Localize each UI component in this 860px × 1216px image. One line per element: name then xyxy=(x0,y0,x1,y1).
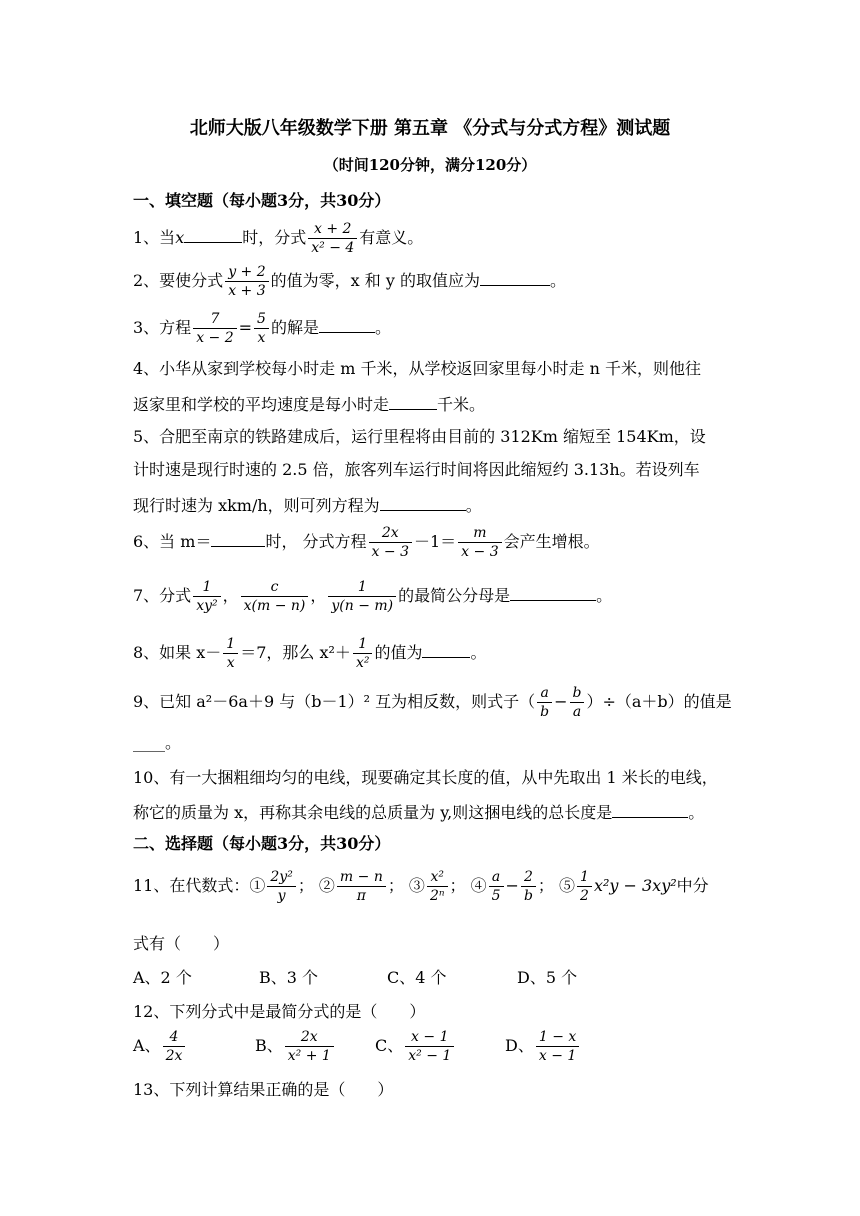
page-title: 北师大版八年级数学下册 第五章 《分式与分式方程》测试题 xyxy=(189,118,671,139)
q1-text-c: 时，分式 xyxy=(242,228,307,247)
q2-fraction: $\frac{y + 2}{x + 3}$ xyxy=(225,265,268,298)
q1-text-a: 1、当 xyxy=(133,228,176,247)
question-11 xyxy=(133,870,709,903)
q9-text-a: 9、已知 a²－6a＋9 与（b－1）² 互为相反数，则式子（ xyxy=(133,692,536,711)
q5-text-b: 。 xyxy=(465,496,482,515)
question-5-line-3 xyxy=(133,496,482,514)
q8-blank xyxy=(422,643,470,658)
q3-blank xyxy=(319,318,375,333)
q7-text-a: 7、分式 xyxy=(133,586,192,605)
question-4-line-1: 4、小华从家到学校每小时走 m 千米，从学校返回家里每小时走 n 千米，则他往 xyxy=(133,359,702,378)
q4-text-a: 返家里和学校的平均速度是每小时走 xyxy=(133,395,390,414)
question-2 xyxy=(133,265,566,298)
q9-fraction-2: $\frac{b}{a}$ xyxy=(570,686,585,719)
question-7 xyxy=(133,580,612,613)
q1-var: x xyxy=(175,228,185,247)
question-13-stem: 13、下列计算结果正确的是（ ） xyxy=(133,1080,394,1099)
question-5-line-1: 5、合肥至南京的铁路建成后，运行里程将由目前的 312Km 缩短至 154Km，设 xyxy=(133,427,706,446)
q11-sep-1: ； ② xyxy=(297,876,335,895)
q3-text-c: 。 xyxy=(374,318,391,337)
q8-text-b: ＝7，那么 x²＋ xyxy=(240,643,351,662)
q9-minus: − xyxy=(554,692,568,711)
q4-text-b: 千米。 xyxy=(437,395,486,414)
q6-text-a: 6、当 m＝ xyxy=(133,532,212,551)
q3-text-b: 的解是 xyxy=(270,318,319,337)
section-choice-heading: 二、选择题（每小题3分，共30分） xyxy=(133,834,391,853)
q12-option-c-fraction: $\frac{x - 1}{\text{x² − 1}}$ xyxy=(405,1030,454,1063)
q6-blank xyxy=(211,532,265,547)
q11-text-a: 11、在代数式：① xyxy=(133,876,266,895)
q5-text-a: 现行时速为 xkm/h，则可列方程为 xyxy=(133,496,380,515)
q5-blank xyxy=(380,496,466,511)
q6-text-b: 时， 分式方程 xyxy=(265,532,367,551)
q11-expr-4b: $\frac{2}{b}$ xyxy=(521,870,536,903)
q7-sep-1: ， xyxy=(222,586,239,605)
q3-fraction-1: $\frac{7}{x - 2}$ xyxy=(193,312,236,345)
q11-minus: − xyxy=(505,876,519,895)
q1-blank xyxy=(184,228,242,243)
q11-option-c[interactable]: C、4 个 xyxy=(387,968,447,987)
q12-option-a[interactable]: A、 $\frac{4}{2x}$ xyxy=(133,1030,187,1063)
question-1 xyxy=(133,222,423,255)
q7-sep-2: ， xyxy=(310,586,327,605)
q11-expr-2: $\frac{m - n}{\pi}$ xyxy=(337,870,386,903)
q12-option-a-fraction: $\frac{4}{2x}$ xyxy=(163,1030,186,1063)
q9-text-b: ）÷（a＋b）的值是 xyxy=(586,692,732,711)
q8-fraction-2: $\frac{1}{\text{x²}}$ xyxy=(353,637,373,670)
question-10-line-2 xyxy=(133,803,704,821)
q12-option-d-fraction: $\frac{1 - x}{x - 1}$ xyxy=(536,1030,579,1063)
q11-expr-1: $\frac{\text{2y²}}{y}$ xyxy=(267,870,295,903)
q3-equals: = xyxy=(238,318,253,337)
question-6 xyxy=(133,526,600,559)
q8-text-d: 。 xyxy=(470,643,487,662)
q12-option-d[interactable]: D、 $\frac{1 - x}{x - 1}$ xyxy=(505,1030,581,1063)
q10-text-b: 。 xyxy=(688,803,705,822)
q11-expr-4a: $\frac{a}{5}$ xyxy=(489,870,504,903)
q6-fraction-1: $\frac{2x}{x - 3}$ xyxy=(369,526,412,559)
question-9-line-2: ____。 xyxy=(133,733,182,752)
question-8 xyxy=(133,637,486,670)
question-5-line-2: 计时速是现行时速的 2.5 倍，旅客列车运行时间将因此缩短约 3.13h。若设列车 xyxy=(133,460,700,479)
question-4-line-2 xyxy=(133,395,485,413)
q7-blank xyxy=(510,586,596,601)
q1-text-d: 有意义。 xyxy=(359,228,424,247)
q9-fraction-1: $\frac{a}{b}$ xyxy=(537,686,552,719)
q6-text-c: －1＝ xyxy=(413,532,457,551)
q10-blank xyxy=(612,803,688,818)
q11-sep-2: ； ③ xyxy=(387,876,425,895)
question-12-stem: 12、下列分式中是最简分式的是（ ） xyxy=(133,1002,426,1021)
q2-text-a: 2、要使分式 xyxy=(133,271,224,290)
q7-fraction-3: $\frac{1}{y(n - m)}$ xyxy=(328,580,396,613)
q3-text-a: 3、方程 xyxy=(133,318,192,337)
q11-sep-3: ； ④ xyxy=(449,876,487,895)
q12-option-b[interactable]: B、 $\frac{2x}{\text{x² + 1}}$ xyxy=(255,1030,336,1063)
q11-text-b: 中分 xyxy=(676,876,709,895)
q2-text-b: 的值为零，x 和 y 的取值应为 xyxy=(270,271,480,290)
q3-fraction-2: $\frac{5}{x}$ xyxy=(254,312,269,345)
q11-expr-3: $\frac{\text{x²}}{\text{2ⁿ}}$ xyxy=(427,870,448,903)
question-11-line-2: 式有（ ） xyxy=(133,934,230,953)
q4-blank xyxy=(389,395,437,410)
q11-option-b[interactable]: B、3 个 xyxy=(259,968,319,987)
q7-text-b: 的最简公分母是 xyxy=(398,586,511,605)
q11-expr-5-coef: $\frac{1}{2}$ xyxy=(577,870,592,903)
q10-text-a: 称它的质量为 x，再称其余电线的总质量为 y,则这捆电线的总长度是 xyxy=(133,803,613,822)
q11-option-a[interactable]: A、2 个 xyxy=(133,968,192,987)
question-12-options xyxy=(133,1030,733,1076)
q7-text-c: 。 xyxy=(596,586,613,605)
question-9 xyxy=(133,686,732,719)
q8-fraction-1: $\frac{1}{x}$ xyxy=(223,637,238,670)
section-fill-blank-heading: 一、填空题（每小题3分，共30分） xyxy=(133,191,391,210)
q12-option-b-fraction: $\frac{2x}{\text{x² + 1}}$ xyxy=(285,1030,334,1063)
q7-fraction-2: $\frac{c}{x(m - n)}$ xyxy=(241,580,309,613)
question-11-options xyxy=(133,970,733,990)
question-10-line-1: 10、有一大捆粗细均匀的电线，现要确定其长度的值，从中先取出 1 米长的电线， xyxy=(133,768,718,787)
q6-text-d: 会产生增根。 xyxy=(503,532,600,551)
q8-text-a: 8、如果 x－ xyxy=(133,643,222,662)
q11-expr-5-rest: x²y − 3xy² xyxy=(593,876,677,895)
q1-fraction: $\frac{x + 2}{\text{x² − 4}}$ xyxy=(308,222,357,255)
q11-option-d[interactable]: D、5 个 xyxy=(517,968,578,987)
page-subtitle: （时间120分钟，满分120分） xyxy=(323,156,537,174)
q6-fraction-2: $\frac{m}{x - 3}$ xyxy=(458,526,501,559)
q12-option-c[interactable]: C、 $\frac{x - 1}{\text{x² − 1}}$ xyxy=(375,1030,456,1063)
q8-text-c: 的值为 xyxy=(374,643,423,662)
question-3 xyxy=(133,312,391,345)
q2-text-c: 。 xyxy=(549,271,566,290)
q2-blank xyxy=(480,271,550,286)
q7-fraction-1: $\frac{1}{\text{xy²}}$ xyxy=(193,580,220,613)
q11-sep-4: ； ⑤ xyxy=(537,876,576,895)
